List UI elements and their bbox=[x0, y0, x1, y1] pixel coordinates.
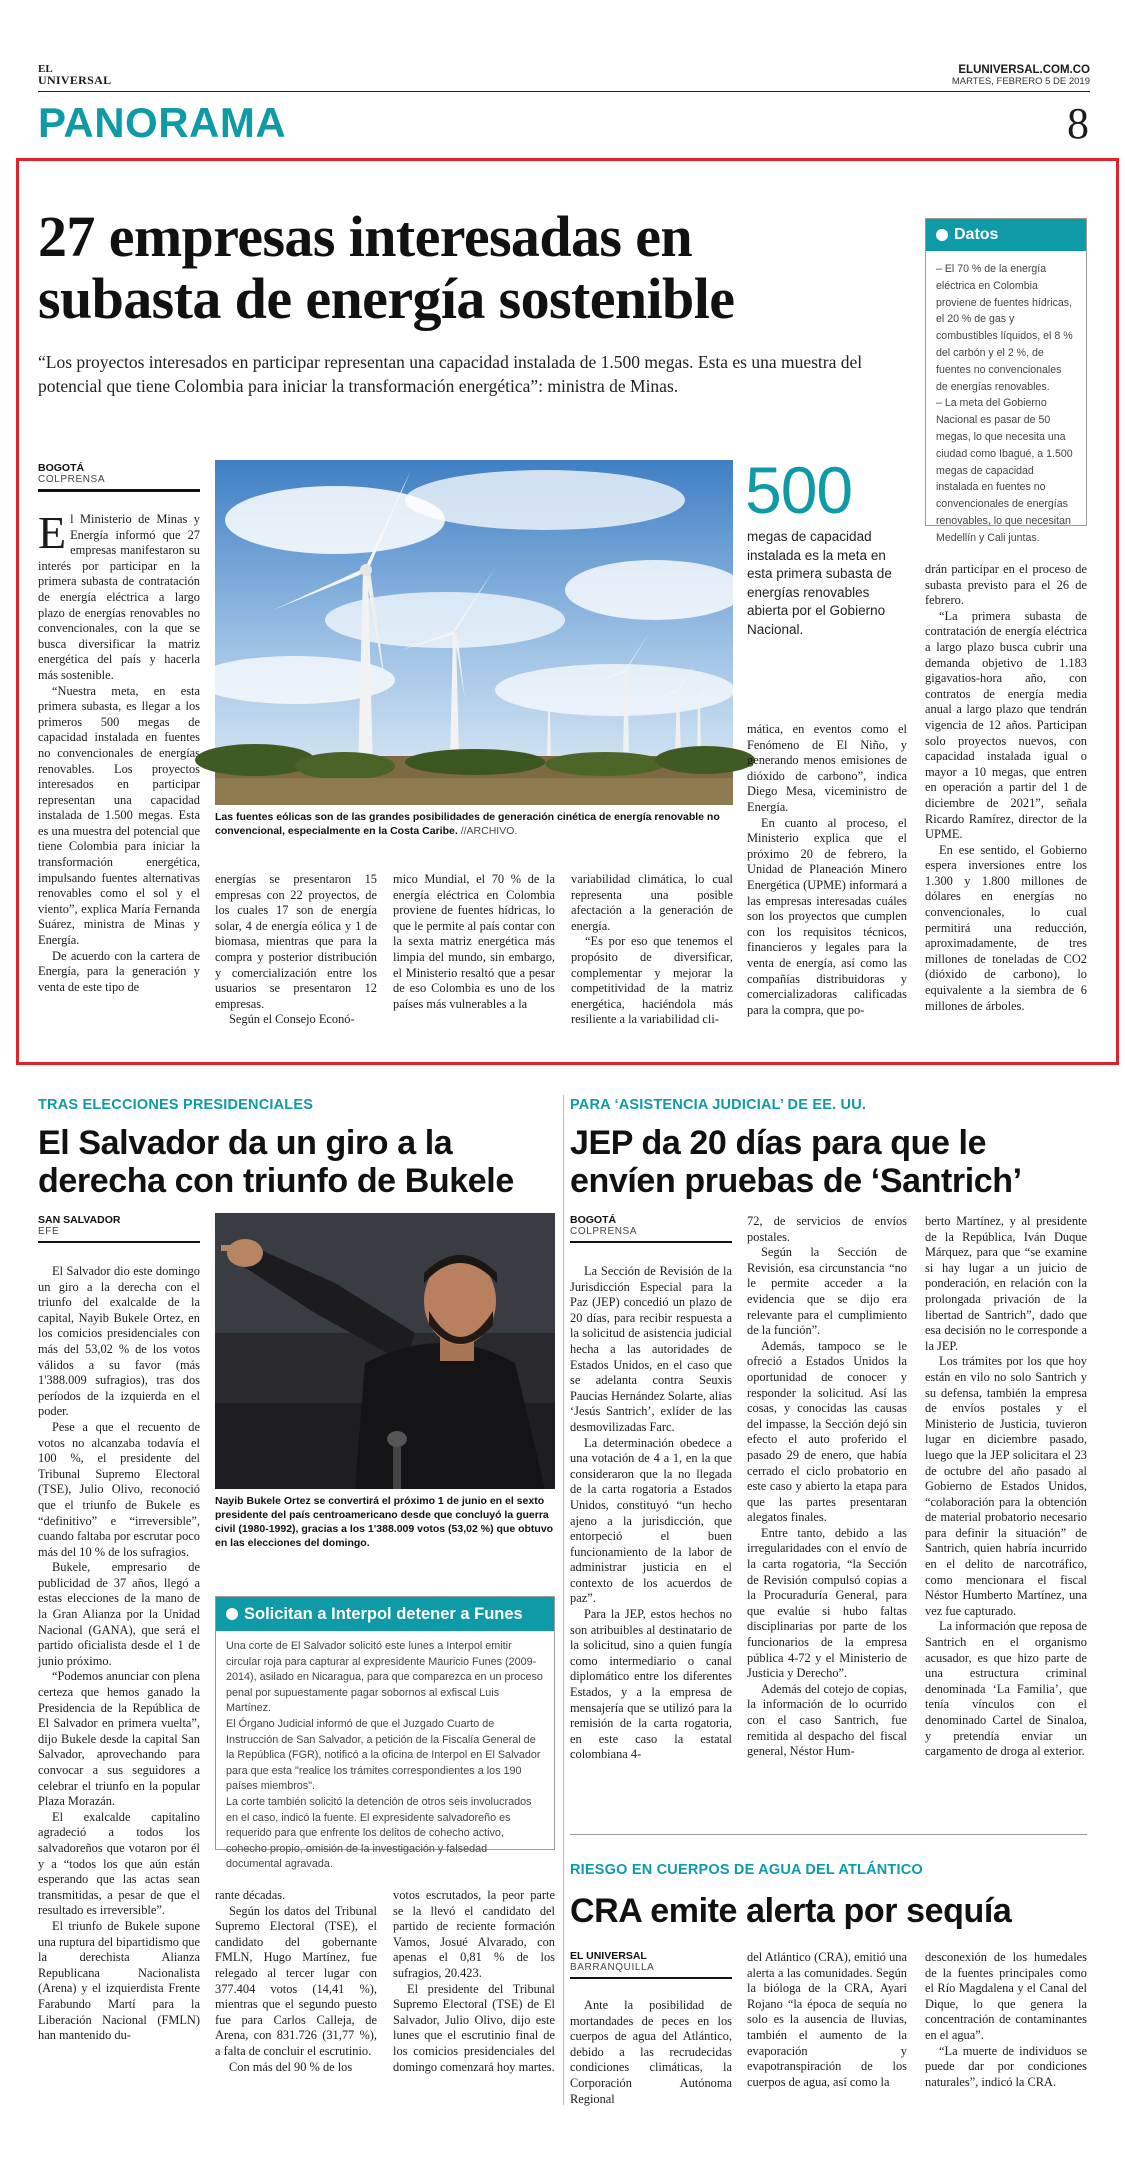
masthead-rule bbox=[38, 91, 1090, 92]
lead-headline-line1: 27 empresas interesadas en bbox=[38, 204, 693, 269]
logo-line1: EL bbox=[38, 63, 53, 75]
paragraph: del Atlántico (CRA), emitió una alerta a las comunidades. Según la bióloga de la CRA, Ayari Rojano “la época de sequía no solo es la ausencia de lluvias, también el aumento de la evaporación y evapotranspiración de los cuerpos de agua, así como la bbox=[747, 1950, 907, 2089]
dateline-agency: EFE bbox=[38, 1226, 200, 1243]
paragraph: “Nuestra meta, en esta primera subasta, es llegar a los primeros 500 megas de capacidad instalada en fuentes no convencionales de energías renovables. Los proyectos interesados en participar representan una capacidad instalada de 1.500 megas. Esta es una muestra del potencial que tiene Colombia para iniciar la transformación energética, impulsando fuentes alternativas renovables como el sol y el viento”, explica María Fernanda Suárez, ministra de Minas y Energía. bbox=[38, 683, 200, 948]
jep-headline-line2: envíen pruebas de ‘Santrich’ bbox=[570, 1162, 1022, 1200]
paragraph: El Ministerio de Minas y Energía informó que 27 empresas manifestaron su interés por participar en la primera subasta de contratación de energía eléctrica a largo plazo de energías renovables no convencionales, con la que se busca diversificar la matriz energética del país y hacerla más sostenible. bbox=[38, 507, 200, 682]
paragraph: energías se presentaron 15 empresas con 22 proyectos, de los cuales 17 son de energía solar, 4 de energía eólica y 1 de biomasa, mientras que para la compra y posterior distribución y comercialización entre los usuarios se presentaron 12 empresas. bbox=[215, 872, 377, 1011]
paragraph: rante décadas. bbox=[215, 1888, 286, 1902]
dateline-place: SAN SALVADOR bbox=[38, 1214, 121, 1226]
datos-box bbox=[925, 218, 1087, 544]
salvador-column-1 bbox=[38, 1264, 200, 2096]
paragraph: El triunfo de Bukele supone una ruptura del bipartidismo que la derechista Alianza Republicana Nacionalista (Arena) y el izquierdista Frente Farabundo Martí para la Liberación Nacional (FMLN) han mantenido du- bbox=[38, 1918, 200, 2043]
jep-dateline bbox=[570, 1214, 732, 1243]
paragraph: Para la JEP, estos hechos no son atribuibles al destinatario de la solicitud, sino a quien fungía como intermediario o canal diplomático entre los diferentes Estados, y a la empresa de mensajería que se utilizó para la remisión de la carta rogatoria, en este caso la estatal colombiana 4- bbox=[570, 1607, 732, 1762]
bullet-dot-icon bbox=[226, 1608, 238, 1620]
datos-title: Datos bbox=[954, 226, 999, 243]
site-url: ELUNIVERSAL.COM.CO bbox=[958, 64, 1090, 76]
jep-kicker: PARA ‘ASISTENCIA JUDICIAL’ DE EE. UU. bbox=[570, 1097, 867, 1113]
jep-headline bbox=[570, 1124, 1090, 1200]
dateline-agency: COLPRENSA bbox=[38, 474, 200, 492]
interpol-box bbox=[215, 1596, 555, 1871]
cra-kicker: RIESGO EN CUERPOS DE AGUA DEL ATLÁNTICO bbox=[570, 1862, 923, 1878]
salvador-kicker: TRAS ELECCIONES PRESIDENCIALES bbox=[38, 1097, 314, 1113]
interpol-title: Solicitan a Interpol detener a Funes bbox=[244, 1604, 523, 1623]
logo-line2: UNIVERSAL bbox=[38, 73, 112, 87]
bukele-photo bbox=[215, 1213, 555, 1489]
lead-column-2 bbox=[215, 872, 377, 1057]
interpol-body bbox=[216, 1631, 554, 1873]
paragraph: Además del cotejo de copias, la información de lo ocurrido con el caso Santrich, fue remitida al despacho del fiscal general, Néstor Hum- bbox=[747, 1681, 907, 1759]
cra-dateline bbox=[570, 1950, 732, 1979]
jep-column-2 bbox=[747, 1214, 907, 1804]
masthead-right bbox=[952, 64, 1090, 88]
wind-turbines-photo bbox=[215, 460, 733, 805]
paragraph: drán participar en el proceso de subasta previsto para el 26 de febrero. bbox=[925, 562, 1087, 608]
paragraph: Pese a que el recuento de votos no alcanzaba todavía el 100 %, el presidente del Tribunal Supremo Electoral (TSE), Julio Olivo, reconoció que el triunfo de Bukele es “definitivo” e “irreversible”, cuando faltaba por escrutar poco más del 10 % de los sufragios. bbox=[38, 1419, 200, 1559]
page-number: 8 bbox=[1067, 99, 1089, 148]
stat-text: megas de capacidad instalada es la meta en esta primera subasta de energías renovables abierta por el Gobierno Nacional. bbox=[747, 529, 892, 637]
lead-headline bbox=[38, 206, 898, 330]
caption-credit: //ARCHIVO. bbox=[460, 825, 518, 837]
salvador-column-3 bbox=[393, 1888, 555, 2096]
paragraph: votos escrutados, la peor parte se la llevó el candidato del partido de reciente formación Vamos, Josué Alvarado, con apenas el 0,81 % de los sufragios, 20.423. bbox=[393, 1888, 555, 1980]
story-divider bbox=[563, 1095, 564, 2105]
wind-turbines-illustration bbox=[215, 460, 733, 805]
paragraph: Bukele, empresario de publicidad de 37 años, llegó a estas elecciones de la mano de la Gran Alianza por la Unidad Nacional (GANA), que será el partido oficialista desde el 1 de junio próximo. bbox=[38, 1560, 200, 1668]
bukele-illustration bbox=[215, 1213, 555, 1489]
cra-column-2 bbox=[747, 1950, 907, 2098]
paragraph: En cuanto al proceso, el Ministerio explica que el próximo 20 de febrero, la Unidad de Planeación Minero Energética (UPME) informará a las empresas interesadas cuáles son los proyectos que cumplen con los requisitos técnicos, financieros y legales para la venta de energía, así como las compañías distribuidoras y comercializadoras calificadas para la compra, que po- bbox=[747, 815, 907, 1017]
paragraph: El presidente del Tribunal Supremo Electoral (TSE) de El Salvador, Julio Olivo, dijo este lunes que el escrutinio final de los comicios presidenciales del domingo comenzará hoy martes. bbox=[393, 1981, 555, 2074]
paragraph: “Es por eso que tenemos el propósito de diversificar, complementar y mejorar la competitividad de la matriz energética, haciéndola más resiliente a la variabilidad cli- bbox=[571, 934, 733, 1027]
paragraph: “La muerte de individuos se puede dar por condiciones naturales”, indicó la CRA. bbox=[925, 2043, 1087, 2089]
lead-column-1 bbox=[38, 507, 200, 1052]
paragraph: Según la Sección de Revisión, esa circunstancia “no le permite acceder a la evidencia que se dijo era relevante para el cumplimiento de la función”. bbox=[747, 1245, 907, 1338]
salvador-headline-line1: El Salvador da un giro a la bbox=[38, 1124, 453, 1162]
lead-photo-caption bbox=[215, 810, 733, 838]
cra-column-3 bbox=[925, 1950, 1087, 2098]
lead-column-5 bbox=[747, 722, 907, 1057]
jep-headline-line1: JEP da 20 días para que le bbox=[570, 1124, 987, 1162]
datos-item: – El 70 % de la energía eléctrica en Colombia proviene de fuentes hídricas, el 20 % de gas y combustibles líquidos, el 8 % del carbón y el 2 %, de fuentes no convencionales de energías renovables. bbox=[936, 263, 1073, 393]
paragraph: mico Mundial, el 70 % de la energía eléctrica en Colombia proviene de fuentes hídricas, lo que le permite al país contar con la sexta matriz energética más limpia del mundo, sin embargo, el Ministerio resaltó que a pesar de eso Colombia es uno de los países más vulnerables a la bbox=[393, 872, 555, 1011]
interpol-header bbox=[216, 1597, 554, 1631]
drop-cap: E bbox=[38, 507, 67, 558]
lead-headline-line2: subasta de energía sostenible bbox=[38, 266, 735, 331]
paragraph: La determinación obedece a una votación de 4 a 1, en la que consideraron que la no llegada de la carta rogatoria a Estados Unidos, constituyó “un hecho ajeno a la jurisdicción, que entorpeció el buen funcionamiento de la labor de administrar justicia en el contexto de los acuerdos de paz”. bbox=[570, 1435, 732, 1606]
jep-column-3 bbox=[925, 1214, 1087, 1804]
paragraph: desconexión de los humedales de la fuentes principales como el Río Magdalena y el Canal del Dique, lo que genera la concentración de contaminantes en el agua”. bbox=[925, 1950, 1087, 2042]
dateline-place: BOGOTÁ bbox=[570, 1214, 617, 1226]
bukele-photo-caption: Nayib Bukele Ortez se convertirá el próximo 1 de junio en el sexto presidente del país centroamericano desde que concluyó la guerra civil (1980-1992), gracias a los 1'388.009 votos (53,02 %) que obtuvo en las elecciones del domingo. bbox=[215, 1495, 554, 1549]
lead-dateline bbox=[38, 462, 200, 492]
paragraph: Con más del 90 % de los bbox=[229, 2059, 353, 2074]
salvador-headline-line2: derecha con triunfo de Bukele bbox=[38, 1162, 514, 1200]
issue-date: MARTES, FEBRERO 5 DE 2019 bbox=[951, 76, 1090, 87]
masthead bbox=[38, 62, 1090, 92]
datos-header bbox=[926, 219, 1086, 251]
paragraph: El Salvador dio este domingo un giro a la derecha con el triunfo del exalcalde de la capital, Nayib Bukele Ortez, en los comicios presidenciales con más del 53,02 % de los votos válidos a su favor (más 1'388.009 sufragios), tras dos períodos de la izquierda en el poder. bbox=[38, 1264, 200, 1419]
paragraph: Ante la posibilidad de mortandades de peces en los cuerpos de agua del Atlántico, debido a las recrudecidas condiciones climáticas, la Corporación Autónoma Regional bbox=[570, 1998, 732, 2106]
paragraph: La Sección de Revisión de la Jurisdicción Especial para la Paz (JEP) concedió un plazo de 20 días, para recibir respuesta a la solicitud de asistencia judicial hecha a las autoridades de Estados Unidos, en el caso que se adelanta contra Seuxis Paucias Hernández Solarte, alias ‘Jesús Santrich’, exlíder de las desmovilizadas Farc. bbox=[570, 1264, 732, 1434]
jep-bottom-rule bbox=[570, 1834, 1087, 1835]
salvador-headline bbox=[38, 1124, 558, 1200]
cra-headline: CRA emite alerta por sequía bbox=[570, 1892, 1012, 1930]
salvador-column-2 bbox=[215, 1888, 377, 2096]
masthead-logo bbox=[38, 64, 111, 86]
datos-body bbox=[926, 251, 1086, 547]
salvador-dateline bbox=[38, 1214, 200, 1243]
paragraph: Además, tampoco se le ofreció a Estados Unidos la oportunidad de conocer y responder la solicitud. Así las cosas, y conocidas las causas del impasse, la Sección dejó sin efecto el auto proferido el pasado 29 de enero, que había cerrado el ciclo probatorio en este caso y abierto la etapa para que las partes presentaran alegatos finales. bbox=[747, 1338, 907, 1525]
paragraph: Los trámites por los que hoy están en vilo no solo Santrich y su defensa, también la empresa de envíos postales y el Ministerio de Justicia, tuvieron lugar en diciembre pasado, luego que la JEP solicitara el 23 de octubre del año pasado al Gobierno de Estados Unidos, “colaboración para la obtención de material probatorio necesario para definir la situación” de Santrich, quien habría incurrido en el delito de narcotráfico, como mencionara el fiscal Néstor Humberto Martínez, una vez fue capturado. bbox=[925, 1354, 1087, 1618]
paragraph: La información que reposa de Santrich en el organismo acusador, es que hizo parte de una estructura criminal denominada ‘La Familia’, que tenía vínculos con el denominado Cartel de Sinaloa, y pretendía enviar un cargamento de droga al exterior. bbox=[925, 1619, 1087, 1759]
dateline-agency: BARRANQUILLA bbox=[570, 1962, 732, 1979]
cra-column-1 bbox=[570, 1998, 732, 2106]
datos-item: – La meta del Gobierno Nacional es pasar de 50 megas, lo que necesita una ciudad como Ibagué, a 1.500 megas de capacidad instalada en fuentes no convencionales de energías renovables, lo que necesitan Medellín y Cali juntas. bbox=[936, 397, 1073, 544]
paragraph: 72, de servicios de envíos postales. bbox=[747, 1214, 907, 1244]
paragraph: Según los datos del Tribunal Supremo Electoral (TSE), el candidato del gobernante FMLN, Hugo Martínez, fue relegado al tercer lugar con 377.404 votos (14,41 %), mientras que el segundo puesto fue para Carlos Calleja, de Arena, con 831.726 (31,77 %), a falta de concluir el escrutinio. bbox=[215, 1903, 377, 2058]
paragraph: variabilidad climática, lo cual representa una posible afectación a la generación de energía. bbox=[571, 872, 733, 933]
dateline-place: BOGOTÁ bbox=[38, 462, 85, 474]
dateline-place: EL UNIVERSAL bbox=[570, 1950, 647, 1962]
stat-value: 500 bbox=[745, 453, 853, 527]
paragraph: berto Martínez, y al presidente de la República, Iván Duque Márquez, para que “se examine si hay lugar a un juicio de ponderación, en relación con la prolongada privación de la libertad de Santrich”, dado que esa decisión no le corresponde a la JEP. bbox=[925, 1214, 1087, 1353]
caption-text: Las fuentes eólicas son de las grandes posibilidades de generación cinética de energía renovable no convencional, especialmente en la Costa Caribe. bbox=[215, 811, 720, 837]
box-paragraph: La corte también solicitó la detención de otros seis involucrados en el caso, indicó la fuente. El expresidente salvadoreño es requerido para que enfrente los delitos de cohecho activo, cohecho propio, omisión de la investigación y falsedad documental agravada. bbox=[226, 1795, 532, 1871]
paragraph: mática, en eventos como el Fenómeno de El Niño, y generando menos emisiones de dióxido de carbono”, indica Diego Mesa, viceministro de Energía. bbox=[747, 722, 907, 814]
dateline-agency: COLPRENSA bbox=[570, 1226, 732, 1243]
paragraph: “La primera subasta de contratación de energía eléctrica a largo plazo busca cubrir una demanda objetivo de 1.183 gigavatios-hora año, con contratos de energía media anual a largo plazo que tendrán vigencia de 12 años. Participan solo proyectos nuevos, con capacidad instalada igual o mayor a 10 megas, que entren en operación a partir del 1 de diciembre de 2021”, señala Ricardo Ramírez, director de la UPME. bbox=[925, 608, 1087, 842]
paragraph: Entre tanto, debido a las irregularidades con el envío de la carta rogatoria, “la Sección de Revisión compulsó copias a la Procuraduría General, para que evalúe si hubo faltas disciplinarias por parte de los funcionarios de la empresa pública 4-72 y el Ministerio de Justicia y Derecho”. bbox=[747, 1525, 907, 1681]
paragraph: El exalcalde capitalino agradeció a todos los salvadoreños que votaron por él y a “todos los que aún están esperando que las actas sean transmitidas, a pesar de que el resultado es irreversible”. bbox=[38, 1809, 200, 1918]
box-paragraph: Una corte de El Salvador solicitó este lunes a Interpol emitir circular roja para capturar al expresidente Mauricio Funes (2009-2014), asilado en Nicaragua, para que comparezca en un proceso penal por supuestamente pagar sobornos al exfiscal Luis Martínez. bbox=[226, 1640, 543, 1715]
lead-column-3 bbox=[393, 872, 555, 1057]
paragraph: En ese sentido, el Gobierno espera inversiones entre los 1.300 y 1.800 millones de dólares en energías no convencionales, lo cual permitirá una reducción, aproximadamente, de tres millones de toneladas de CO2 (dióxido de carbono), lo equivalente a la siembra de 6 millones de árboles. bbox=[925, 842, 1087, 1013]
box-paragraph: El Órgano Judicial informó de que el Juzgado Cuarto de Instrucción de San Salvador, a petición de la Fiscalía General de la República (FGR), notificó a la oficina de Interpol en El Salvador para que esta "realice los trámites correspondientes a los 190 países miembros". bbox=[226, 1717, 541, 1793]
lead-column-6 bbox=[925, 562, 1087, 1057]
paragraph: “Podemos anunciar con plena certeza que hemos ganado la Presidencia de la República de El Salvador en primera vuelta”, dijo Bukele desde la capital San Salvador, aprovechando para convocar a sus seguidores a celebrar el triunfo en la popular Plaza Morazán. bbox=[38, 1669, 200, 1809]
paragraph: Según el Consejo Econó- bbox=[229, 1012, 355, 1027]
section-title: PANORAMA bbox=[38, 99, 287, 146]
jep-column-1 bbox=[570, 1264, 732, 1804]
lead-column-4 bbox=[571, 872, 733, 1057]
paragraph: De acuerdo con la cartera de Energía, para la generación y venta de este tipo de bbox=[38, 948, 200, 994]
bullet-dot-icon bbox=[936, 229, 948, 241]
lead-deck: “Los proyectos interesados en participar representan una capacidad instalada de 1.500 megas. Esta es una muestra del potencial que tiene Colombia para iniciar la transformación energética”: ministra de Minas. bbox=[38, 352, 863, 396]
